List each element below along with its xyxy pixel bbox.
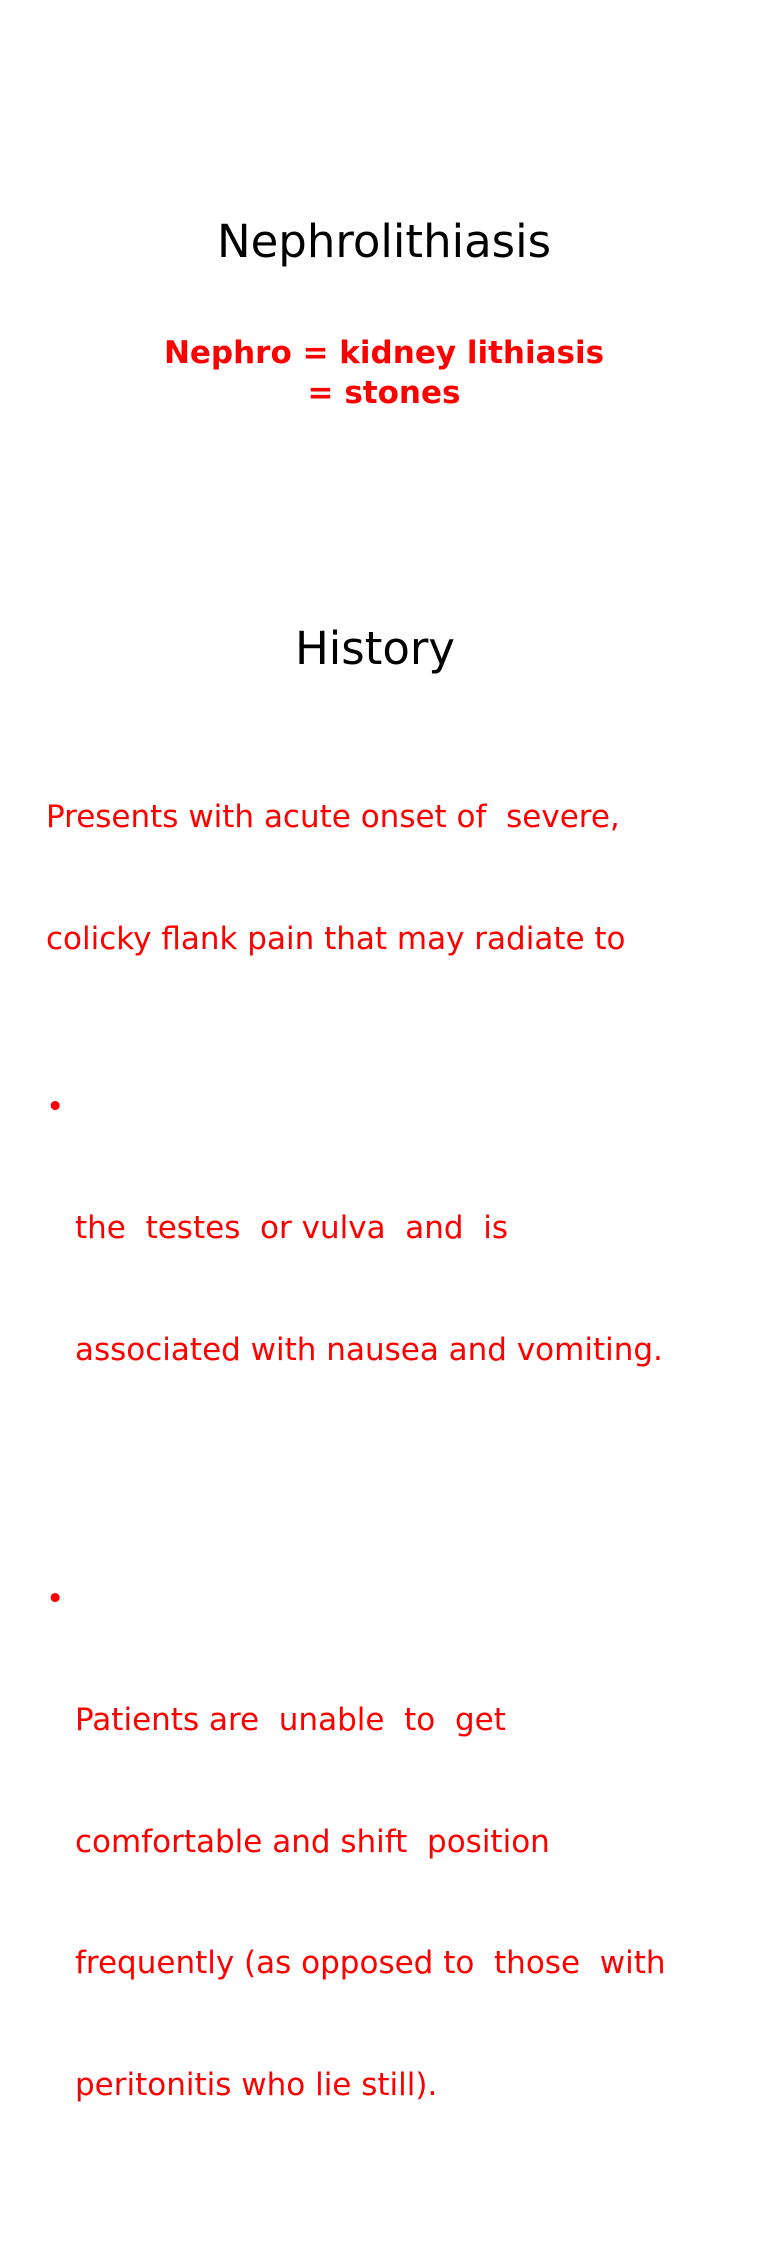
bullet-line: frequently (as opposed to those with: [75, 1945, 666, 1981]
slide-subtitle-definition: [0, 333, 768, 413]
bullet-line: comfortable and shift position: [75, 1823, 550, 1860]
bullet-line: the testes or vulva and is: [75, 1210, 509, 1246]
bullet-line: peritonitis who lie still).: [75, 2066, 438, 2103]
intro-line: colicky flank pain that may radiate to: [46, 920, 626, 957]
intro-line: Presents with acute onset of severe,: [46, 799, 620, 835]
bullet-item: [46, 1087, 746, 1452]
history-body: [46, 716, 746, 2267]
slide-title-nephrolithiasis: Nephrolithiasis: [216, 215, 552, 268]
bullet-item: [46, 1579, 746, 2187]
bullet-line: associated with nausea and vomiting.: [75, 1331, 663, 1368]
bullet-marker: •: [46, 1088, 65, 1125]
subtitle-line: Nephro = kidney lithiasis: [163, 335, 605, 371]
bullet-line: Patients are unable to get: [75, 1702, 506, 1738]
slide-title-history: History: [294, 622, 456, 675]
subtitle-line: = stones: [307, 375, 461, 411]
bullet-marker: •: [46, 1580, 65, 1617]
